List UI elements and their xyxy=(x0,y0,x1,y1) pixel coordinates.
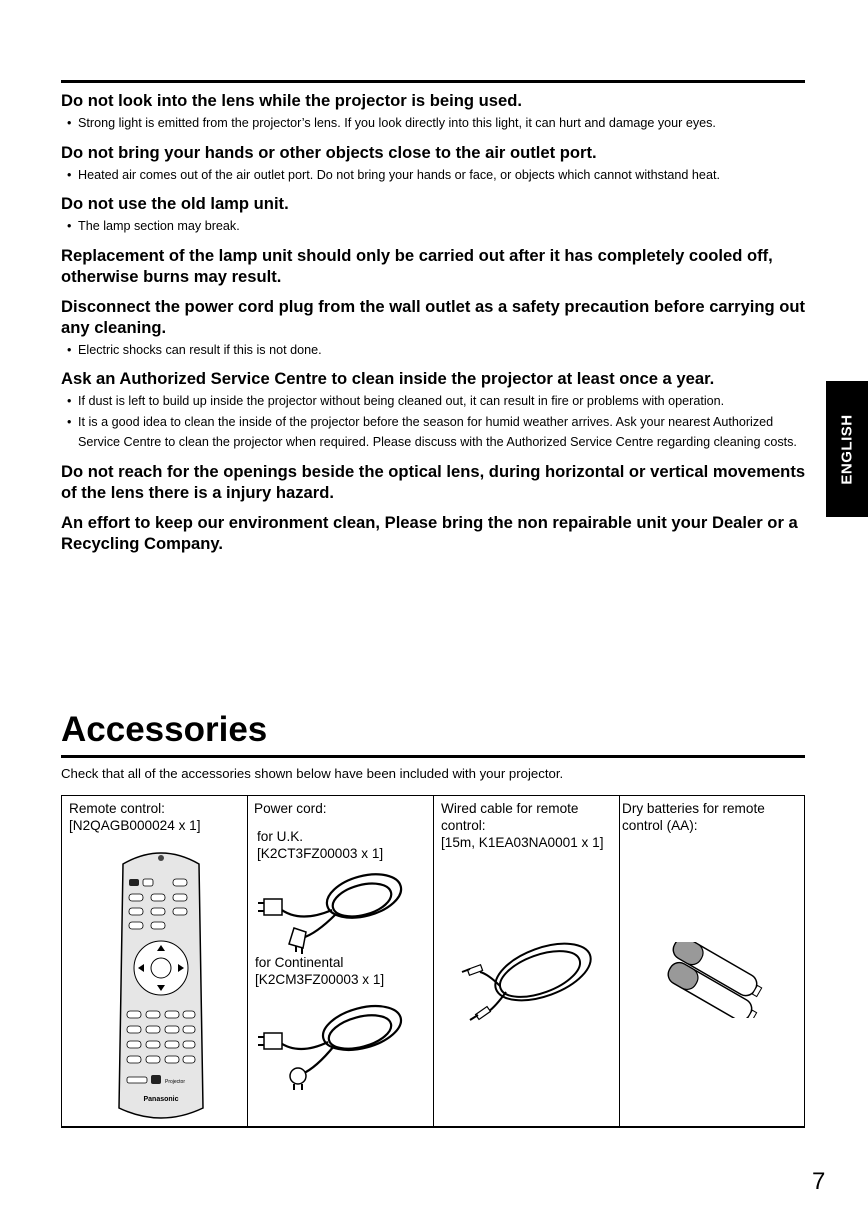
warning-block xyxy=(61,461,806,512)
batteries-label: Dry batteries for remote control (AA): xyxy=(622,801,765,833)
warning-block xyxy=(61,193,806,237)
warning-heading: Do not reach for the openings beside the optical lens, during horizontal or vertical movements of the lens there is a injury hazard. xyxy=(61,461,806,502)
remote-model-text: Projector xyxy=(165,1079,186,1085)
remote-control-icon xyxy=(113,846,209,1126)
power-cord-cell xyxy=(248,796,434,1126)
power-cord-continental-label: for Continental xyxy=(255,955,344,970)
power-cord-continental-icon xyxy=(254,994,414,1094)
power-cord-uk-icon xyxy=(254,866,414,956)
accessories-intro: Check that all of the accessories shown below have been included with your projector. xyxy=(61,766,564,781)
warning-bullet: • Electric shocks can result if this is not done. xyxy=(61,340,806,361)
wired-cable-cell xyxy=(434,796,620,1126)
safety-warnings xyxy=(61,90,806,554)
warning-bullet: • Strong light is emitted from the projector’s lens. If you look directly into this light, it can hurt and damage your eyes. xyxy=(61,113,806,134)
warning-block xyxy=(61,142,806,186)
warning-bullet: • The lamp section may break. xyxy=(61,216,806,237)
wired-cable-part: [15m, K1EA03NA0001 x 1] xyxy=(441,835,604,850)
warning-heading: Do not look into the lens while the projector is being used. xyxy=(61,91,522,110)
warning-heading: Ask an Authorized Service Centre to clean inside the projector at least once a year. xyxy=(61,369,715,388)
remote-control-cell xyxy=(61,796,248,1126)
language-tab-label: ENGLISH xyxy=(838,413,856,485)
remote-control-label: Remote control: xyxy=(69,801,165,816)
accessories-table xyxy=(61,795,805,1128)
warning-bullet: • If dust is left to build up inside the projector without being cleaned out, it can result in fire or problems with operation. xyxy=(61,391,806,412)
power-cord-uk-label: for U.K. xyxy=(257,829,304,844)
warning-block xyxy=(61,368,806,453)
page-number: 7 xyxy=(812,1168,826,1195)
warning-heading: An effort to keep our environment clean, Please bring the non repairable unit your Dealer or a Recycling Company. xyxy=(61,512,798,553)
warning-block xyxy=(61,296,806,361)
remote-control-part: [N2QAGB000024 x 1] xyxy=(69,818,201,833)
warning-heading: Do not bring your hands or other objects close to the air outlet port. xyxy=(61,142,597,162)
wired-cable-icon xyxy=(458,932,608,1032)
top-rule xyxy=(61,80,805,83)
accessories-rule xyxy=(61,755,805,758)
warning-heading: Replacement of the lamp unit should only be carried out after it has completely cooled off, otherwise burns may result. xyxy=(61,245,773,286)
accessories-title: Accessories xyxy=(61,710,268,749)
language-tab xyxy=(826,381,868,517)
warning-heading: Do not use the old lamp unit. xyxy=(61,194,289,213)
warning-bullet: • It is a good idea to clean the inside of the projector before the season for humid weather arrives. Ask your nearest Authorized Service Centre to clean the projector when required. Please discuss with the Authorized Service Centre regarding cleaning costs. xyxy=(61,412,806,453)
power-cord-label: Power cord: xyxy=(254,801,327,816)
warning-block xyxy=(61,245,806,296)
wired-cable-label: Wired cable for remote control: xyxy=(441,801,579,833)
power-cord-continental-part: [K2CM3FZ00003 x 1] xyxy=(255,972,385,987)
warning-bullet: • Heated air comes out of the air outlet port. Do not bring your hands or face, or objects which cannot withstand heat. xyxy=(61,165,806,186)
warning-block xyxy=(61,90,806,134)
warning-heading: Disconnect the power cord plug from the wall outlet as a safety precaution before carrying out any cleaning. xyxy=(61,296,806,337)
remote-brand-text: Panasonic xyxy=(143,1096,179,1103)
aa-batteries-icon xyxy=(656,942,768,1018)
power-cord-uk-part: [K2CT3FZ00003 x 1] xyxy=(257,846,384,861)
warning-block xyxy=(61,512,806,554)
batteries-cell xyxy=(620,796,805,1126)
